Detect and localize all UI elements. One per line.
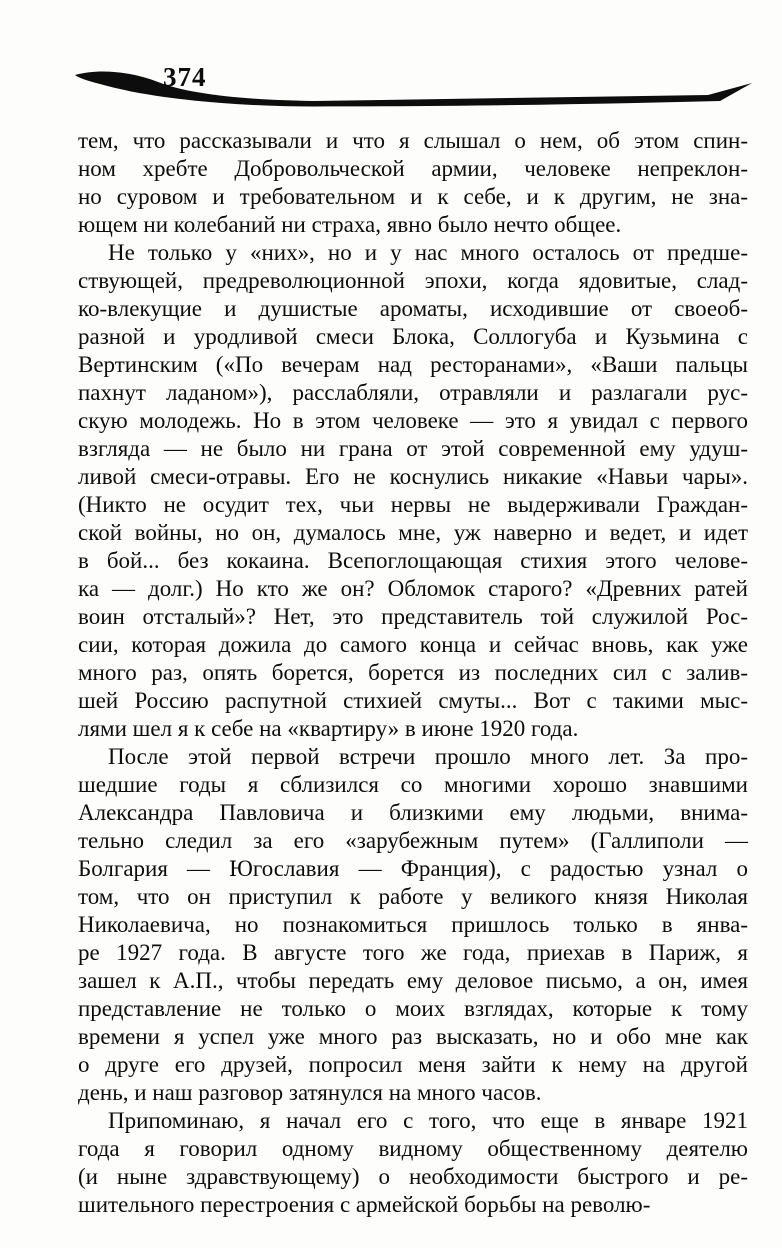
- text-line: ской войны, но он, думалось мне, уж наверно и ведет, и идет: [78, 520, 748, 545]
- text-line: скую молодежь. Но в этом человеке — это я увидал с первого: [78, 408, 748, 433]
- paragraph: [78, 1107, 748, 1219]
- text-line: о друге его друзей, попросил меня зайти к нему на другой: [78, 1052, 748, 1077]
- text-line: времени я успел уже много раз высказать, но и обо мне как: [78, 1024, 748, 1049]
- text-line: Припоминаю, я начал его с того, что еще в январе 1921: [108, 1108, 748, 1133]
- text-line: ливой смеси-отравы. Его не коснулись никакие «Навьи чары».: [78, 464, 748, 489]
- page-number: 374: [163, 62, 207, 92]
- text-line: Не только у «них», но и у нас много осталось от предше-: [108, 240, 748, 265]
- paragraph: [78, 743, 748, 1107]
- text-line: в бой... без кокаина. Всепоглощающая стихия этого челове-: [78, 548, 748, 573]
- text-line: Николаевича, но познакомиться пришлось только в янва-: [78, 912, 748, 937]
- text-line: том, что он приступил к работе у великого князя Николая: [78, 884, 748, 909]
- text-line: ре 1927 года. В августе того же года, приехав в Париж, я: [78, 940, 748, 965]
- page-header: [0, 0, 782, 120]
- text-line: разной и уродливой смеси Блока, Соллогуба и Кузьмина с: [78, 324, 748, 349]
- text-line: ка — долг.) Но кто же он? Обломок старого? «Древних ратей: [78, 576, 748, 601]
- text-line: шей Россию распутной стихией смуты... Вот с такими мыс-: [78, 688, 748, 713]
- text-line: пахнут ладаном»), расслабляли, отравляли и разлагали рус-: [78, 380, 748, 405]
- text-line: ко-влекущие и душистые ароматы, исходившие от своеоб-: [78, 296, 748, 321]
- text-line: но суровом и требовательном и к себе, и к другим, не зна-: [78, 184, 748, 209]
- text-line: ствующей, предреволюционной эпохи, когда ядовитые, слад-: [78, 268, 748, 293]
- text-line: шительного перестроения с армейской борьбы на револю-: [78, 1192, 651, 1217]
- text-line: Вертинским («По вечерам над ресторанами», «Ваши пальцы: [78, 352, 748, 377]
- text-line: Болгария — Югославия — Франция), с радостью узнал о: [78, 856, 748, 881]
- text-line: Александра Павловича и близкими ему людьми, внима-: [78, 800, 748, 825]
- text-line: воин отсталый»? Нет, это представитель той служилой Рос-: [78, 604, 748, 629]
- text-line: После этой первой встречи прошло много лет. За про-: [108, 744, 748, 769]
- paragraph: [78, 127, 748, 239]
- text-line: (и ныне здравствующему) о необходимости быстрого и ре-: [78, 1164, 748, 1189]
- text-line: шедшие годы я сблизился со многими хорошо знавшими: [78, 772, 748, 797]
- text-line: представление не только о моих взглядах, которые к тому: [78, 996, 748, 1021]
- paragraph: [78, 239, 748, 743]
- text-line: лями шел я к себе на «квартиру» в июне 1920 года.: [78, 716, 579, 741]
- text-line: (Никто не осудит тех, чьи нервы не выдерживали Граждан-: [78, 492, 748, 517]
- text-line: много раз, опять борется, борется из последних сил с залив-: [78, 660, 748, 685]
- text-line: ном хребте Добровольческой армии, человеке непреклон-: [78, 156, 748, 181]
- text-line: зашел к А.П., чтобы передать ему деловое письмо, а он, имея: [78, 968, 748, 993]
- text-line: ющем ни колебаний ни страха, явно было нечто общее.: [78, 212, 622, 237]
- text-line: тем, что рассказывали и что я слышал о нем, об этом спин-: [78, 128, 748, 153]
- text-line: года я говорил одному видному общественному деятелю: [78, 1136, 748, 1161]
- text-line: сии, которая дожила до самого конца и сейчас вновь, как уже: [78, 632, 748, 657]
- text-line: взгляда — не было ни грана от этой современной ему удуш-: [78, 436, 748, 461]
- page-body: [78, 127, 748, 1219]
- text-line: день, и наш разговор затянулся на много часов.: [78, 1080, 542, 1105]
- text-line: тельно следил за его «зарубежным путем» (Галлиполи —: [78, 828, 748, 853]
